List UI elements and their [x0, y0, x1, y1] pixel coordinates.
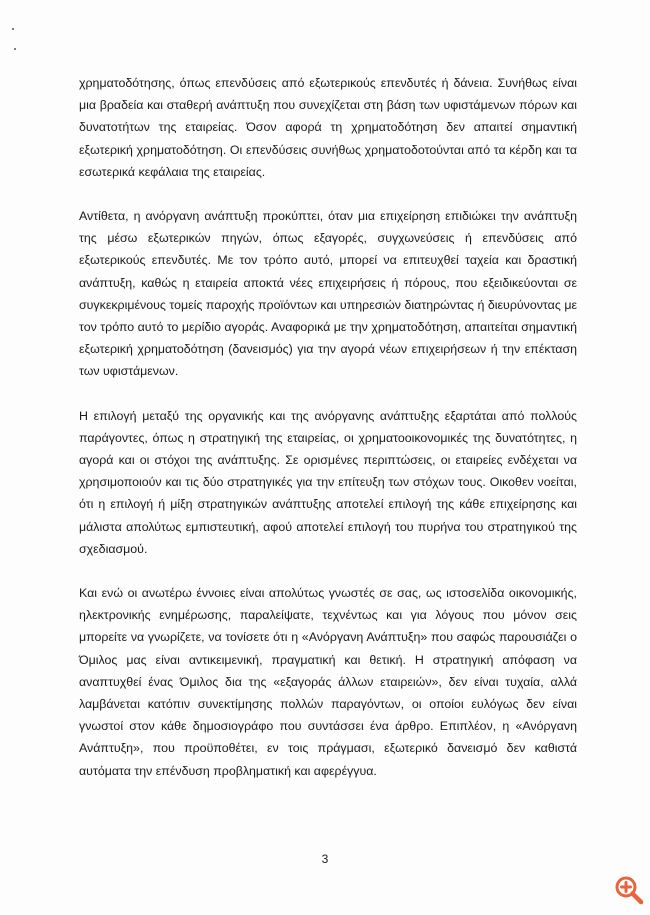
paragraph: Αντίθετα, η ανόργανη ανάπτυξη προκύπτει, όταν μια επιχείρηση επιδιώκει την ανάπτυξη της μέσω εξωτερικών πηγών, όπως εξαγορές, συγχωνεύσεις ή επενδύσεις από εξωτερικούς επενδυτές. Με τον τρόπο αυτό, μπορεί να επιτευχθεί ταχεία και δραστική ανάπτυξη, καθώς η εταιρεία αποκτά νέες επιχειρήσεις ή πόρους, που εξειδικεύονται σε συγκεκριμένους τομείς παροχής προϊόντων και υπηρεσιών διατηρώντας ή διευρύνοντας με τον τρόπο αυτό το μερίδιο αγοράς. Αναφορικά με την χρηματοδότηση, απαιτείται σημαντική εξωτερική χρηματοδότηση (δανεισμός) για την αγορά νέων επιχειρήσεων ή την επέκταση των υφιστάμενων. — [79, 209, 577, 379]
page-number: 3 — [321, 852, 329, 866]
document-body — [79, 72, 577, 804]
zoom-in-icon[interactable] — [612, 873, 646, 907]
scan-speck — [12, 28, 14, 30]
scan-speck — [14, 48, 16, 50]
paragraph: χρηματοδότησης, όπως επενδύσεις από εξωτερικούς επενδυτές ή δάνεια. Συνήθως είναι μια βραδεία και σταθερή ανάπτυξη που συνεχίζεται στη βάση των υφιστάμενων πόρων και δυνατοτήτων της εταιρείας. Όσον αφορά τη χρηματοδότηση δεν απαιτεί σημαντική εξωτερική χρηματοδότηση. Οι επενδύσεις συνήθως χρηματοδοτούνται από τα κέρδη και τα εσωτερικά κεφάλαια της εταιρείας. — [79, 76, 577, 179]
paragraph: Και ενώ οι ανωτέρω έννοιες είναι απολύτως γνωστές σε σας, ως ιστοσελίδα οικονομικής, ηλεκτρονικής ενημέρωσης, παραλείψατε, τεχνέντως και για λόγους που μόνον σεις μπορείτε να γνωρίζετε, να τονίσετε ότι η «Ανόργανη Ανάπτυξη» που σαφώς παρουσιάζει ο Όμιλος μας είναι αντικειμενική, πραγματική και θετική. Η στρατηγική απόφαση να αναπτυχθεί ένας Όμιλος δια της «εξαγοράς άλλων εταιρειών», δεν είναι τυχαία, αλλά λαμβάνεται κατόπιν συνεκτίμησης πολλών παραγόντων, οι οποίοι ευλόγως δεν είναι γνωστοί στον κάθε δημοσιογράφο που συντάσσει ένα άρθρο. Επιπλέον, η «Ανόργανη Ανάπτυξη», που προϋποθέτει, εν τοις πράγμασι, εξωτερικό δανεισμό δεν καθιστά αυτόματα την επένδυση προβληματική και αφερέγγυα. — [79, 586, 577, 778]
paragraph: Η επιλογή μεταξύ της οργανικής και της ανόργανης ανάπτυξης εξαρτάται από πολλούς παράγοντες, όπως η στρατηγική της εταιρείας, οι χρηματοοικονομικές της δυνατότητες, η αγορά και οι στόχοι της ανάπτυξης. Σε ορισμένες περιπτώσεις, οι εταιρείες ενδέχεται να χρησιμοποιούν και τις δύο στρατηγικές για την επίτευξη των στόχων τους. Οικοθεν νοείται, ότι η επιλογή ή μίξη στρατηγικών ανάπτυξης αποτελεί επιλογή της κάθε επιχείρησης και μάλιστα απολύτως εμπιστευτική, αφού αποτελεί επιλογή του πυρήνα του στρατηγικού της σχεδιασμού. — [79, 408, 577, 556]
